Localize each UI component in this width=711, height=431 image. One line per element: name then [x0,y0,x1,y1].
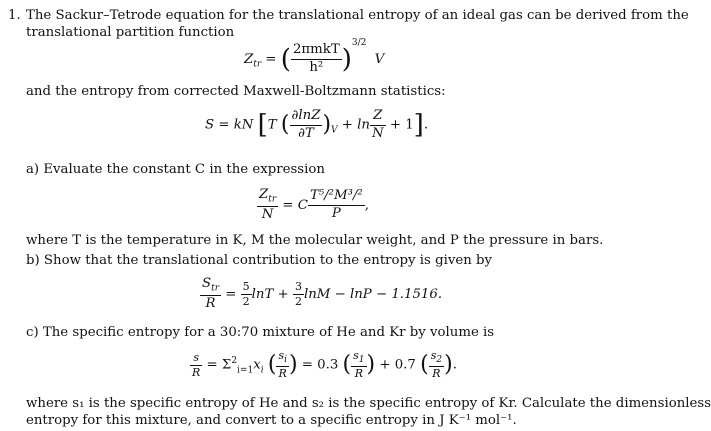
f2-sub: 1 [358,355,365,366]
a-lhs-sub: tr [268,194,277,205]
five-halves [241,280,252,309]
a-rhs-fraction [308,188,365,222]
x-i: x [253,357,261,373]
eq-equals: = [265,52,277,67]
c-paren-3-right: ) [444,352,453,378]
s1-over-r [351,349,366,381]
entropy-T: T [267,117,277,133]
si-over-r [276,349,289,381]
left-paren: ( [280,44,291,75]
left-bracket: [ [257,110,268,141]
fraction-denominator: h² [309,60,324,75]
c-lhs-numerator: s [190,351,202,366]
sum-upper: 2 [231,356,238,367]
entropy-intro: and the entropy from corrected Maxwell-Boltzmann statistics: [26,84,446,99]
a-rhs-denominator: P [331,205,341,221]
problem-number: 1. [8,8,21,23]
part-a-where: where T is the temperature in K, M the molecular weight, and P the pressure in bars. [26,233,604,248]
three-halves [293,280,304,309]
intro-line-1: The Sackur–Tetrode equation for the translational entropy of an ideal gas can be derived from the [26,8,689,23]
right-paren: ) [341,44,352,75]
f3-denominator: R [432,367,441,381]
c2-numerator: 3 [294,280,302,294]
eq-volume: V [374,52,385,67]
deriv-subscript: V [331,125,338,136]
eq-lhs-sub: tr [253,59,262,70]
ztr-over-n [257,187,278,224]
s2-over-r [429,349,444,381]
deriv-left-paren: ( [280,112,290,138]
c-paren-2-right: ) [366,352,376,378]
b-lhs-numerator: S [202,276,212,291]
b-term-1: lnT + [251,286,289,302]
deriv-denominator: ∂T [298,125,314,141]
z-numerator: Z [370,108,386,126]
a-lhs-denominator: N [261,206,274,222]
a-rhs-numerator: T⁵/²M³/² [308,188,365,206]
entropy-equation: S = kN [T ( $\frac{\partial\ln Z}{\partial T}$ )$_V + \ln$ $\frac{Z}{N}$ + 1]. [205,108,429,141]
a-comma: , [364,197,369,213]
part-b-label: b) Show that the translational contribution to the entropy is given by [26,253,493,268]
part-c-where-1: where s₁ is the specific entropy of He and s₂ is the specific entropy of Kr. Calculate the dimensionless [26,396,711,411]
part-a-label: a) Evaluate the constant C in the expression [26,162,325,177]
sum-sign: = Σ [206,357,232,373]
c-paren-3-left: ( [420,352,429,378]
part-c-equation [190,349,457,381]
c-coef-2: + 0.7 [379,357,416,373]
equals-c: = C [282,197,308,213]
c-paren-1-right: ) [288,352,298,378]
c-lhs-denominator: R [192,365,201,379]
z-over-n-fraction [370,108,386,142]
intro-line-2: translational partition function [26,25,235,40]
plus-one: + 1 [389,117,414,133]
right-bracket: ] [413,110,424,141]
f3-numerator: s [430,349,437,362]
partition-function-equation [244,38,384,77]
c-paren-1-left: ( [267,352,277,378]
f1-sub: i [284,355,287,366]
f2-numerator: s [353,349,359,362]
c-coef-1: = 0.3 [301,357,339,373]
deriv-right-paren: ) [322,112,332,138]
partition-fraction [291,42,342,76]
fraction-numerator: 2πmkT [291,42,342,60]
part-a-equation [257,187,369,224]
part-c-label: c) The specific entropy for a 30:70 mixture of He and Kr by volume is [26,325,495,340]
b-lhs-denominator: R [205,295,216,311]
f3-sub: 2 [436,355,443,366]
f2-denominator: R [354,367,363,381]
deriv-numerator: ∂lnZ [290,108,323,126]
entropy-lhs: S = kN [205,117,254,133]
c-period: . [452,357,457,373]
s-over-r [190,351,202,380]
c1-numerator: 5 [242,280,250,294]
derivative-fraction [290,108,323,142]
part-c-where-2: entropy for this mixture, and convert to a specific entropy in J K⁻¹ mol⁻¹. [26,413,517,428]
f1-numerator: s [278,349,285,362]
eq-lhs: Z [244,52,254,67]
f1-denominator: R [278,367,287,381]
b-term-2: lnM − lnP − 1.1516. [303,286,443,302]
str-over-r [200,276,221,313]
part-b-equation: $\frac{S_{tr}}{R}$ = $\frac{5}{2}$ lnT + $\frac{3}{2}$ lnM − lnP − 1.1516. [202,276,443,311]
b-lhs-sub: tr [211,283,220,294]
a-lhs-numerator: Z [259,187,269,202]
c1-denominator: 2 [242,294,250,308]
n-denominator: N [371,125,384,141]
exponent: 3/2 [351,38,367,48]
x-i-sub: i [260,365,264,376]
c2-denominator: 2 [294,294,302,308]
sum-lower: i=1 [237,365,254,376]
c-paren-2-left: ( [342,352,352,378]
plus-ln: + ln [341,117,370,133]
